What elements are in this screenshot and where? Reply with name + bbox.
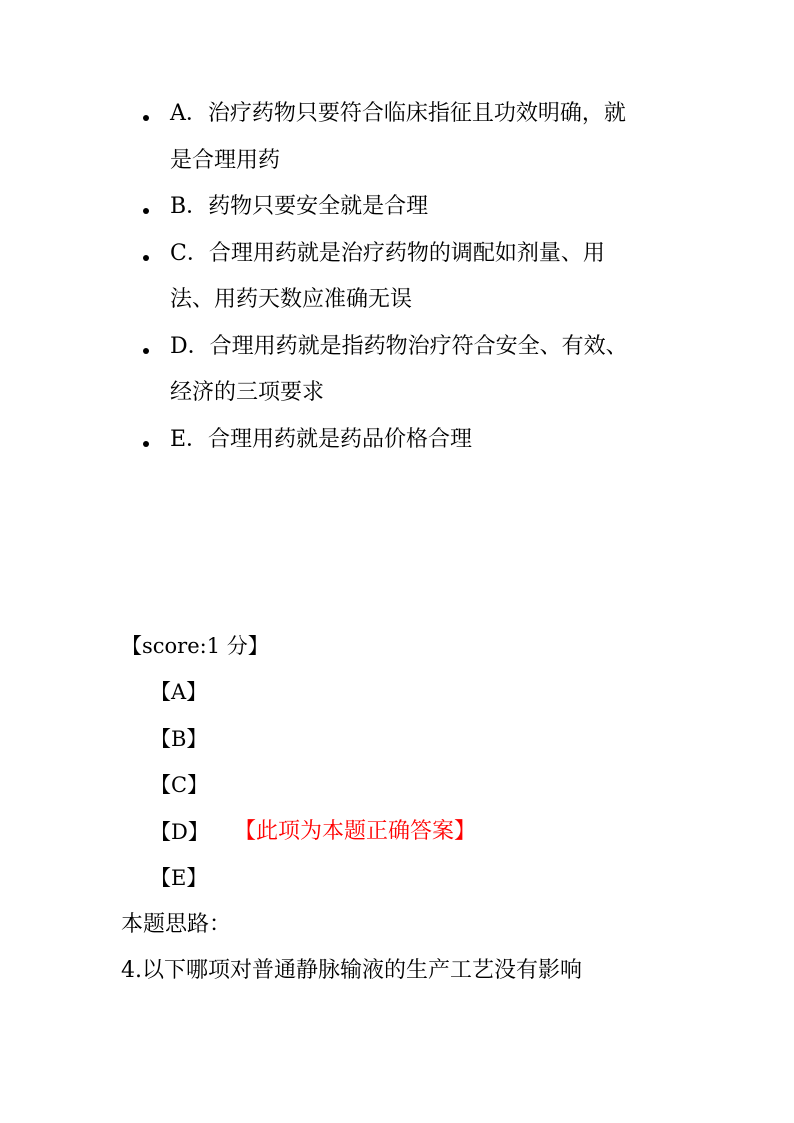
- bullet-icon: [143, 441, 149, 447]
- answer-a: 【A】: [150, 680, 208, 704]
- option-a-line-2: 是合理用药: [170, 148, 281, 173]
- bullet-icon: [143, 115, 149, 121]
- answer-e: 【E】: [150, 866, 208, 890]
- correct-answer-note: 【此项为本题正确答案】: [234, 819, 477, 844]
- answer-c: 【C】: [150, 773, 209, 797]
- answer-b: 【B】: [150, 727, 208, 751]
- option-d-line-1: D．合理用药就是指药物治疗符合安全、有效、: [170, 334, 628, 359]
- bullet-icon: [143, 208, 149, 214]
- option-a-line-1: A．治疗药物只要符合临床指征且功效明确，就: [170, 101, 626, 126]
- option-e-line-1: E．合理用药就是药品价格合理: [170, 427, 473, 452]
- option-b-line-1: B．药物只要安全就是合理: [170, 194, 429, 219]
- option-c-line-2: 法、用药天数应准确无误: [170, 287, 413, 312]
- option-c-line-1: C．合理用药就是治疗药物的调配如剂量、用: [170, 241, 605, 266]
- option-d-line-2: 经济的三项要求: [170, 380, 325, 405]
- analysis-label: 本题思路：: [121, 912, 232, 937]
- answer-d: 【D】: [150, 820, 209, 844]
- bullet-icon: [143, 255, 149, 261]
- next-question-title: 4.以下哪项对普通静脉输液的生产工艺没有影响: [121, 958, 582, 983]
- score-label: 【score:1 分】: [121, 634, 269, 658]
- bullet-icon: [143, 348, 149, 354]
